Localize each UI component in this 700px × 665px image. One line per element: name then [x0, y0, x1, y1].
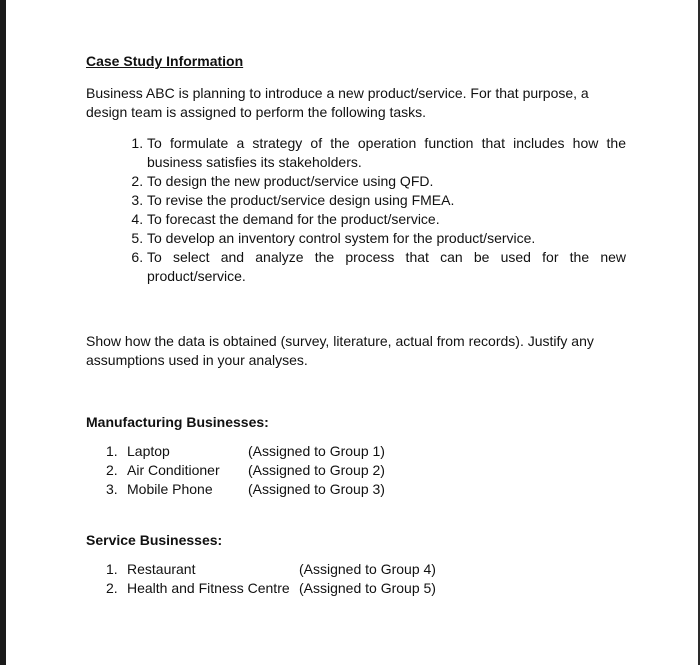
- list-item: [86, 480, 626, 499]
- item-name: Mobile Phone: [127, 481, 213, 497]
- item-number: 3.: [106, 481, 118, 497]
- service-heading: Service Businesses:: [86, 532, 223, 548]
- task-item: 1. To formulate a strategy of the operation function that includes how the business satisfies its stakeholders.: [147, 134, 626, 172]
- list-item: [86, 579, 626, 598]
- task-item: 2. To design the new product/service using QFD.: [147, 172, 626, 191]
- document-page: [86, 52, 626, 598]
- item-name: Air Conditioner: [127, 462, 220, 478]
- left-edge-shadow: [0, 0, 6, 665]
- item-name: Restaurant: [127, 561, 196, 577]
- item-name: Health and Fitness Centre: [127, 580, 290, 596]
- item-number: 2.: [106, 580, 118, 596]
- page-title: Case Study Information: [86, 53, 244, 69]
- item-number: 1.: [106, 561, 118, 577]
- task-list: [86, 134, 626, 286]
- item-group: (Assigned to Group 2): [248, 462, 385, 478]
- item-number: 2.: [106, 462, 118, 478]
- manufacturing-list: [86, 442, 626, 499]
- item-name: Laptop: [127, 443, 170, 459]
- task-item: 5. To develop an inventory control system for the product/service.: [147, 229, 626, 248]
- list-item: [86, 560, 626, 579]
- item-group: (Assigned to Group 1): [248, 443, 385, 459]
- item-number: 1.: [106, 443, 118, 459]
- item-group: (Assigned to Group 5): [299, 580, 436, 596]
- instruction-paragraph: Show how the data is obtained (survey, literature, actual from records). Justify any assumptions used in your analyses.: [86, 333, 594, 368]
- manufacturing-heading: Manufacturing Businesses:: [86, 414, 269, 430]
- item-group: (Assigned to Group 3): [248, 481, 385, 497]
- item-group: (Assigned to Group 4): [299, 561, 436, 577]
- task-item: 4. To forecast the demand for the product/service.: [147, 210, 626, 229]
- intro-paragraph: Business ABC is planning to introduce a new product/service. For that purpose, a design team is assigned to perform the following tasks.: [86, 85, 589, 120]
- task-item: 3. To revise the product/service design using FMEA.: [147, 191, 626, 210]
- task-item: 6. To select and analyze the process that can be used for the new product/service.: [147, 248, 626, 286]
- service-list: [86, 560, 626, 598]
- list-item: [86, 461, 626, 480]
- list-item: [86, 442, 626, 461]
